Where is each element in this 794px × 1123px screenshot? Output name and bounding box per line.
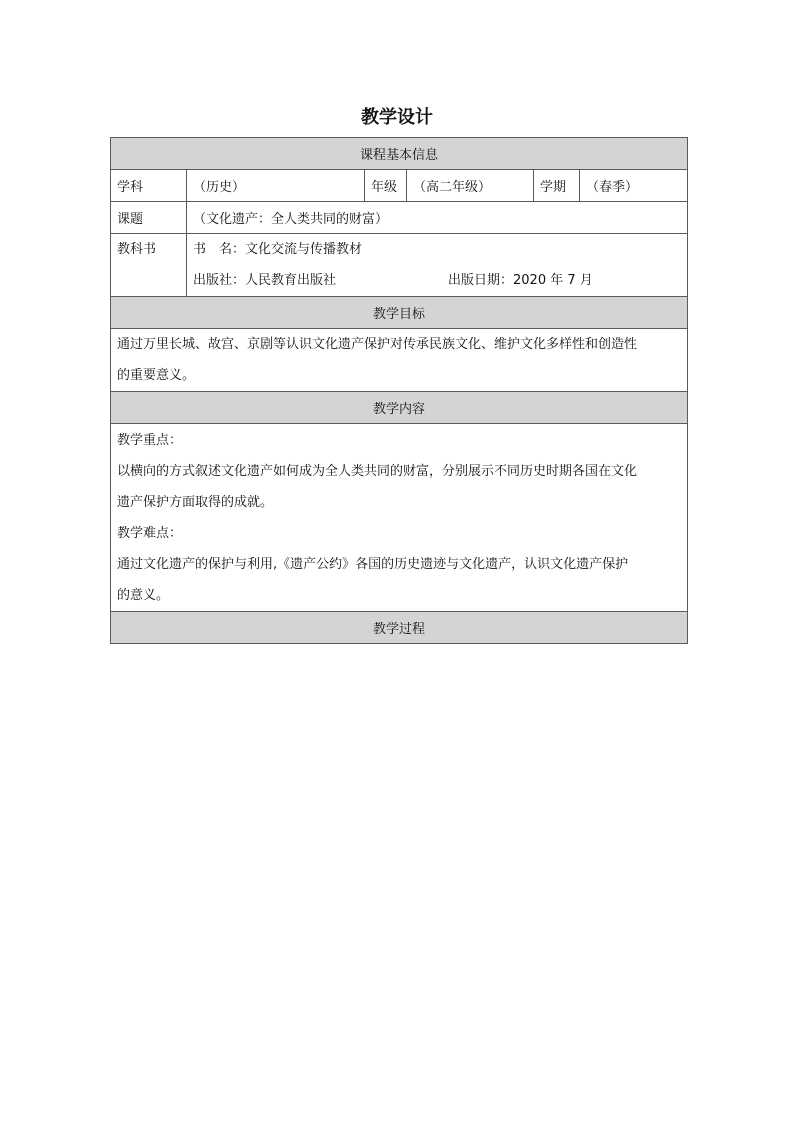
difficult-points-line-2: 的意义。 bbox=[117, 588, 170, 603]
page-title: 教学设计 bbox=[361, 107, 433, 128]
term-label: 学期 bbox=[534, 170, 580, 202]
objectives-header: 教学目标 bbox=[111, 297, 688, 329]
book-name: 书 名：文化交流与传播教材 bbox=[193, 242, 363, 257]
basic-info-header: 课程基本信息 bbox=[111, 138, 688, 170]
difficult-points-label: 教学难点： bbox=[117, 526, 183, 541]
publisher-line bbox=[193, 265, 681, 296]
topic-label: 课题 bbox=[111, 202, 187, 234]
key-points-line-1: 以横向的方式叙述文化遗产如何成为全人类共同的财富，分别展示不同历史时期各国在文化 bbox=[117, 464, 638, 479]
term-value: （春季） bbox=[580, 170, 688, 202]
publisher: 出版社：人民教育出版社 bbox=[193, 273, 337, 288]
subject-label: 学科 bbox=[111, 170, 187, 202]
difficult-points-line-1: 通过文化遗产的保护与利用,《遗产公约》各国的历史遗迹与文化遗产，认识文化遗产保护 bbox=[117, 557, 629, 572]
lesson-plan-table bbox=[110, 137, 688, 644]
textbook-label bbox=[111, 234, 187, 297]
objectives-line-2: 的重要意义。 bbox=[117, 368, 196, 383]
content-body bbox=[111, 424, 688, 612]
objectives-body bbox=[111, 329, 688, 392]
key-points-line-2: 遗产保护方面取得的成就。 bbox=[117, 495, 274, 510]
content-header: 教学内容 bbox=[111, 392, 688, 424]
publication-date: 出版日期：2020 年 7 月 bbox=[448, 273, 593, 288]
objectives-line-1: 通过万里长城、故宫、京剧等认识文化遗产保护对传承民族文化、维护文化多样性和创造性 bbox=[117, 337, 638, 352]
subject-value: （历史） bbox=[187, 170, 365, 202]
grade-value: （高二年级） bbox=[407, 170, 534, 202]
process-header: 教学过程 bbox=[111, 612, 688, 644]
textbook-info bbox=[187, 234, 688, 297]
grade-label: 年级 bbox=[365, 170, 407, 202]
key-points-label: 教学重点： bbox=[117, 433, 183, 448]
topic-value: （文化遗产：全人类共同的财富） bbox=[187, 202, 688, 234]
textbook-label-text: 教科书 bbox=[117, 242, 157, 257]
